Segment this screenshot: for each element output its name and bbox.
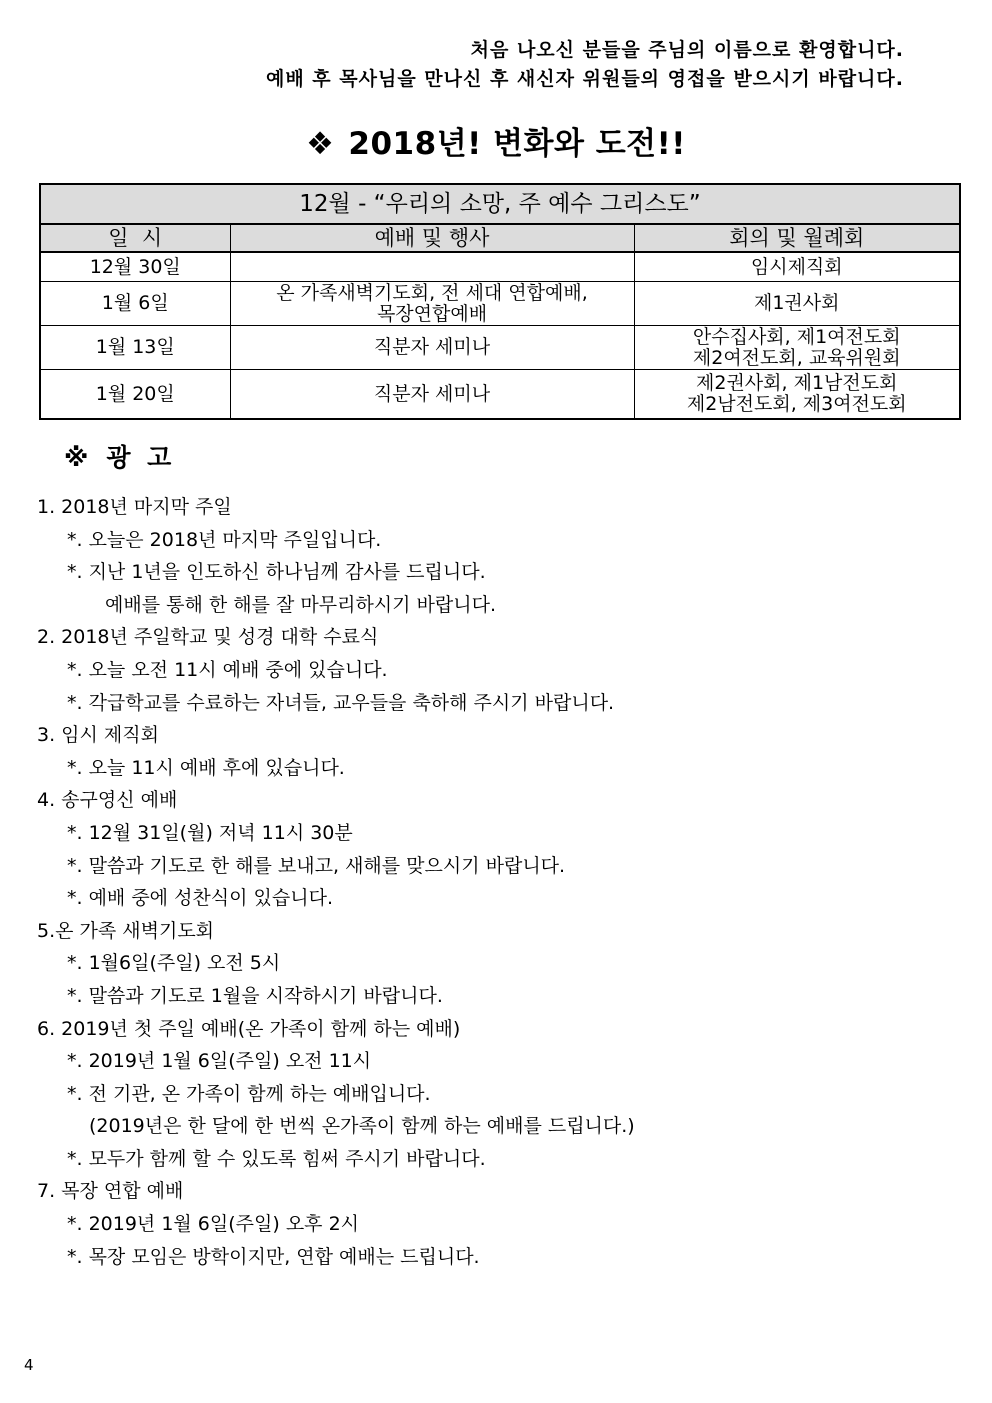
row-meetings [634, 252, 960, 282]
event-line: 직분자 세미나 [373, 382, 491, 405]
row-date: 1월 20일 [40, 370, 230, 420]
meeting-line: 제2여전도회, 교육위원회 [692, 346, 901, 369]
announcement-title: 7. 목장 연합 예배 [37, 1180, 184, 1203]
announcements-list [37, 491, 937, 1273]
row-date: 12월 30일 [40, 252, 230, 282]
event-line: 직분자 세미나 [373, 336, 491, 358]
month-title: 12월 - “우리의 소망, 주 예수 그리스도” [40, 184, 960, 224]
announcement-line: *. 목장 모임은 방학이지만, 연합 예배는 드립니다. [67, 1245, 480, 1268]
announcement-line: *. 예배 중에 성찬식이 있습니다. [67, 887, 333, 910]
announcement-item [37, 491, 937, 621]
meeting-line: 제2권사회, 제1남전도회 [696, 372, 898, 394]
announcement-title: 3. 임시 제직회 [37, 724, 159, 747]
meeting-line: 안수집사회, 제1여전도회 [692, 325, 901, 348]
meeting-line: 제1권사회 [753, 292, 840, 314]
announcement-title: 4. 송구영신 예배 [37, 789, 178, 812]
announcement-item [37, 621, 937, 719]
announcement-title: 2. 2018년 주일학교 및 성경 대학 수료식 [37, 626, 379, 649]
reference-mark-icon: ※ [64, 443, 93, 472]
announcement-line: *. 오늘은 2018년 마지막 주일입니다. [67, 528, 382, 551]
headline-text: 2018년! 변화와 도전!! [348, 126, 686, 162]
meeting-line: 제2남전도회, 제3여전도회 [686, 393, 907, 415]
row-date: 1월 6일 [40, 282, 230, 326]
announcement-title: 6. 2019년 첫 주일 예배(온 가족이 함께 하는 예배) [37, 1017, 461, 1040]
row-meetings [634, 282, 960, 326]
announcement-line: *. 말씀과 기도로 한 해를 보내고, 새해를 맞으시기 바랍니다. [67, 854, 566, 877]
header-date: 일 시 [40, 224, 230, 252]
table-row [40, 370, 960, 420]
announcement-item [37, 915, 937, 1013]
table-row [40, 282, 960, 326]
announcement-line: *. 말씀과 기도로 1월을 시작하시기 바랍니다. [67, 984, 443, 1007]
row-events [230, 370, 634, 420]
row-meetings [634, 326, 960, 370]
announcement-line: *. 오늘 오전 11시 예배 중에 있습니다. [67, 658, 388, 681]
announcement-line: *. 전 기관, 온 가족이 함께 하는 예배입니다. [67, 1082, 431, 1105]
announcement-line: *. 2019년 1월 6일(주일) 오후 2시 [67, 1213, 360, 1236]
announcement-line: *. 각급학교를 수료하는 자녀들, 교우들을 축하해 주시기 바랍니다. [67, 691, 615, 714]
announcement-item [37, 1013, 937, 1176]
table-header-row [40, 224, 960, 252]
announcement-line: (2019년은 한 달에 한 번씩 온가족이 함께 하는 예배를 드립니다.) [89, 1115, 635, 1138]
event-line: 목장연합예배 [376, 302, 488, 325]
page-headline [0, 118, 992, 163]
announcement-line: *. 오늘 11시 예배 후에 있습니다. [67, 756, 345, 779]
diamond-ornament-icon: ❖ [306, 126, 335, 162]
announcement-item [37, 719, 937, 784]
announcement-title: 5.온 가족 새벽기도회 [37, 919, 215, 942]
announcement-line: *. 지난 1년을 인도하신 하나님께 감사를 드립니다. [67, 561, 486, 584]
announcement-line: *. 2019년 1월 6일(주일) 오전 11시 [67, 1050, 372, 1073]
welcome-line-1: 처음 나오신 분들을 주님의 이름으로 환영합니다. [470, 39, 904, 61]
announcement-line: *. 12월 31일(월) 저녁 11시 30분 [67, 821, 353, 844]
row-events [230, 252, 634, 282]
announcements-title: 광 고 [106, 443, 176, 472]
welcome-line-2: 예배 후 목사님을 만나신 후 새신자 위원들의 영접을 받으시기 바랍니다. [265, 68, 904, 90]
announcement-line: *. 1월6일(주일) 오전 5시 [67, 952, 281, 975]
row-events [230, 282, 634, 326]
announcement-line: 예배를 통해 한 해를 잘 마무리하시기 바랍니다. [105, 593, 497, 616]
month-title-row [40, 184, 960, 224]
announcement-item [37, 1175, 937, 1273]
announcement-title: 1. 2018년 마지막 주일 [37, 496, 232, 518]
header-meetings: 회의 및 월례회 [634, 224, 960, 252]
schedule-table [39, 183, 961, 420]
announcement-line: *. 모두가 함께 할 수 있도록 힘써 주시기 바랍니다. [67, 1147, 486, 1170]
event-line: 온 가족새벽기도회, 전 세대 연합예배, [276, 281, 588, 304]
row-meetings [634, 370, 960, 420]
header-events: 예배 및 행사 [230, 224, 634, 252]
welcome-message [266, 36, 904, 94]
table-row [40, 252, 960, 282]
meeting-line: 임시제직회 [750, 255, 843, 278]
table-row [40, 326, 960, 370]
page-number: 4 [24, 1356, 34, 1374]
row-events [230, 326, 634, 370]
row-date: 1월 13일 [40, 326, 230, 370]
announcements-heading [64, 438, 175, 474]
announcement-item [37, 784, 937, 914]
